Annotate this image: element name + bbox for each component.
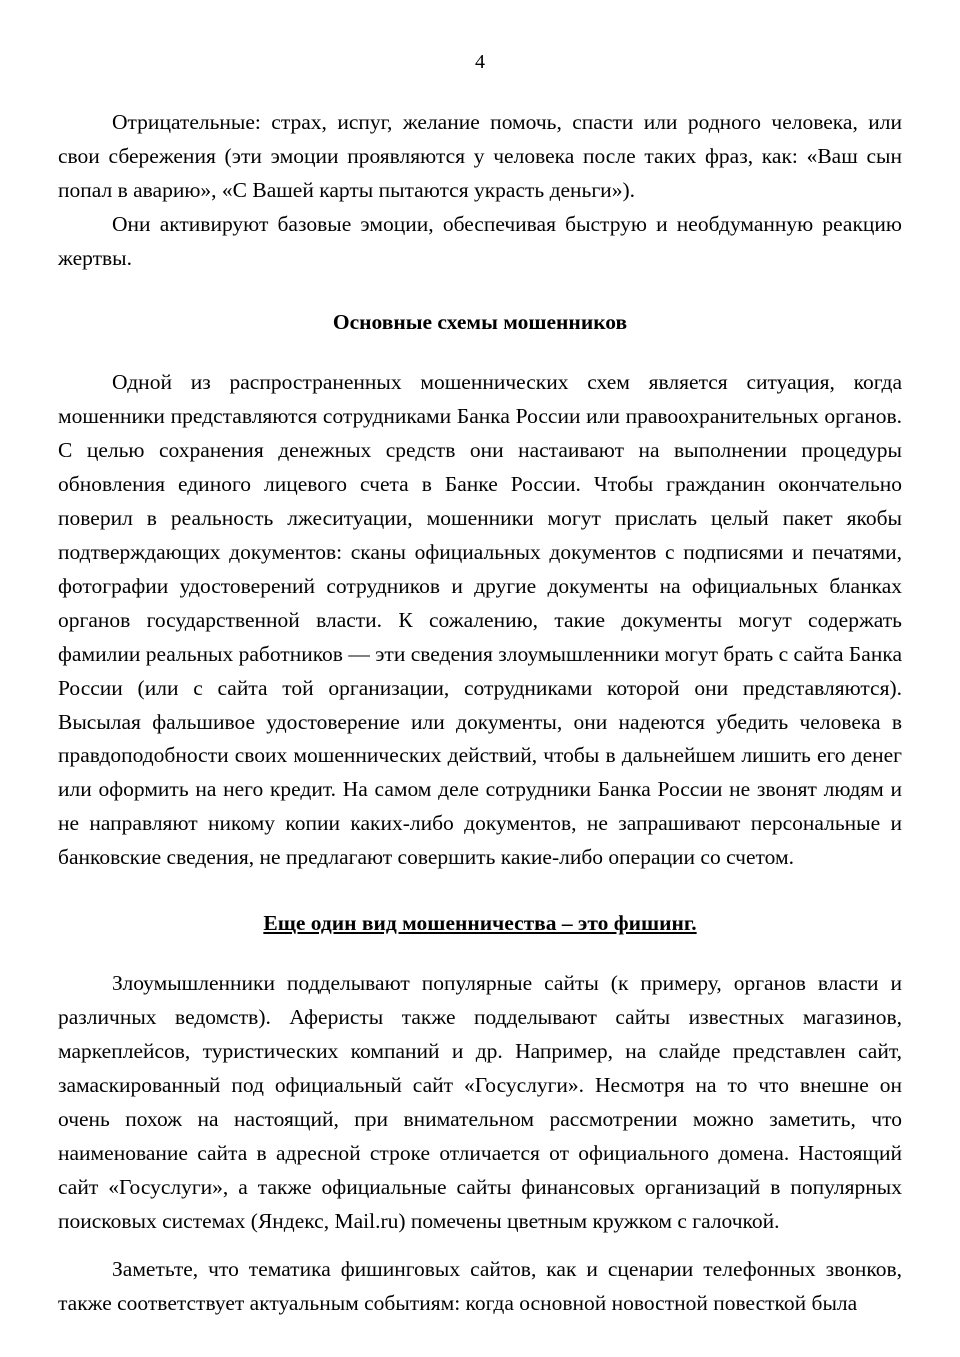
paragraph-phishing-description: Злоумышленники подделывают популярные сайты (к примеру, органов власти и различных ведомств). Аферисты также подделывают сайты известных магазинов, маркеплейсов, туристических компаний и др. Например, на слайде представлен сайт, замаскированный под официальный сайт «Госуслуги». Несмотря на то что внешне он очень похож на настоящий, при внимательном рассмотрении можно заметить, что наименование сайта в адресной строке отличается от официального домена. Настоящий сайт «Госуслуги», а также официальные сайты финансовых организаций в популярных поисковых системах (Яндекс, Mail.ru) помечены цветным кружком с галочкой. [58, 971, 902, 1234]
paragraph-negative-emotions: Отрицательные: страх, испуг, желание помочь, спасти или родного человека, или свои сбережения (эти эмоции проявляются у человека после таких фраз, как: «Ваш сын попал в аварию», «С Вашей карты пытаются украсть деньги»). [58, 110, 902, 202]
paragraph-phishing-topics: Заметьте, что тематика фишинговых сайтов, как и сценарии телефонных звонков, также соответствует актуальным событиям: когда основной новостной повесткой была [58, 1257, 902, 1316]
paragraph-activate-emotions: Они активируют базовые эмоции, обеспечивая быструю и необдуманную реакцию жертвы. [58, 211, 902, 270]
section-heading-phishing: Еще один вид мошенничества – это фишинг. [263, 911, 697, 936]
paragraph-bank-of-russia-scheme: Одной из распространенных мошеннических схем является ситуация, когда мошенники представляются сотрудниками Банка России или правоохранительных органов. С целью сохранения денежных средств они настаивают на выполнении процедуры обновления единого лицевого счета в Банке России. Чтобы гражданин окончательно поверил в реальность лжеситуации, мошенники могут прислать целый пакет якобы подтверждающих документов: сканы официальных документов с подписями и печатями, фотографии удостоверений сотрудников и другие документы на официальных бланках органов государственной власти. К сожалению, такие документы могут содержать фамилии реальных работников — эти сведения злоумышленники могут брать с сайта Банка России (или с сайта той организации, сотрудниками которой они представляются). Высылая фальшивое удостоверение или документы, они надеются убедить человека в правдоподобности своих мошеннических действий, чтобы в дальнейшем лишить его денег или оформить на него кредит. На самом деле сотрудники Банка России не звонят людям и не направляют никому копии каких-либо документов, не запрашивают персональные и банковские сведения, не предлагают совершить какие-либо операции со счетом. [58, 369, 902, 870]
page-number: 4 [475, 51, 485, 73]
section-heading-main-schemes: Основные схемы мошенников [332, 309, 628, 334]
